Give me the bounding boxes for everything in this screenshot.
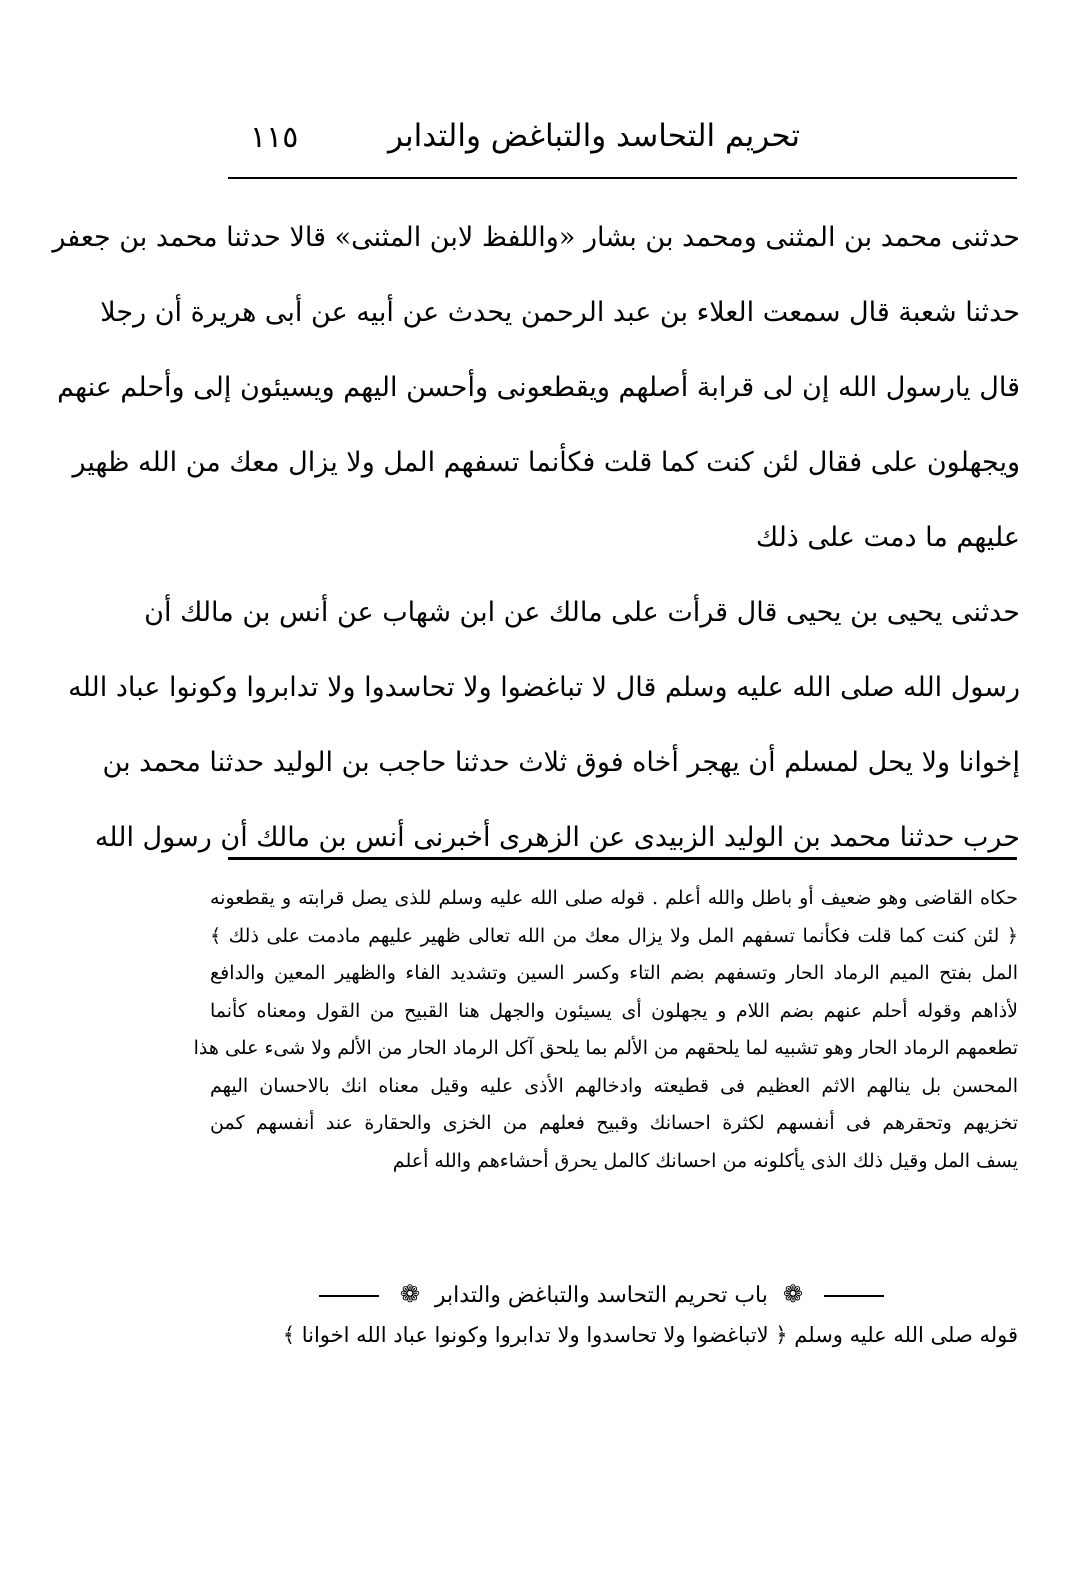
- commentary-line: المل بفتح الميم الرماد الحار وتسفهم بضم التاء وكسر السين وتشديد الفاء والظهير المعين والدافع: [210, 962, 1018, 984]
- main-line: حدثنى محمد بن المثنى ومحمد بن بشار «واللفظ لابن المثنى» قالا حدثنا محمد بن جعفر: [52, 222, 1020, 253]
- main-line: ويجهلون على فقال لئن كنت كما قلت فكأنما تسفهم المل ولا يزال معك من الله ظهير: [72, 447, 1020, 478]
- commentary-text: [193, 880, 1018, 1180]
- ornament-icon: ❁: [782, 1280, 803, 1308]
- main-line: رسول الله صلى الله عليه وسلم قال لا تباغضوا ولا تحاسدوا ولا تدابروا وكونوا عباد الله: [68, 672, 1020, 703]
- chapter-heading-row: [330, 1280, 890, 1308]
- commentary-final-line: قوله صلى الله عليه وسلم ﴿ لاتباغضوا ولا تحاسدوا ولا تدابروا وكونوا عباد الله اخوانا ﴾: [282, 1323, 1018, 1347]
- chapter-heading: باب تحريم التحاسد والتباغض والتدابر: [434, 1283, 768, 1308]
- ornament-icon: ❁: [399, 1280, 420, 1308]
- commentary-line: حكاه القاضى وهو ضعيف أو باطل والله أعلم . قوله صلى الله عليه وسلم للذى يصل قرابته و يقطعونه: [210, 887, 1018, 909]
- commentary-line: المحسن بل ينالهم الاثم العظيم فى قطيعته وادخالهم الأذى عليه وقيل معناه انك بالاحسان اليهم: [210, 1074, 1018, 1097]
- running-title: تحريم التحاسد والتباغض والتدابر: [387, 118, 800, 154]
- main-line: إخوانا ولا يحل لمسلم أن يهجر أخاه فوق ثلاث حدثنا حاجب بن الوليد حدثنا محمد بن: [102, 747, 1020, 778]
- main-line: عليهم ما دمت على ذلك: [755, 522, 1020, 553]
- commentary-line: ﴿ لئن كنت كما قلت فكأنما تسفهم المل ولا يزال معك من الله تعالى ظهير عليهم مادمت على ذلك ﴾: [210, 924, 1018, 947]
- main-line: حدثنا شعبة قال سمعت العلاء بن عبد الرحمن يحدث عن أبيه عن أبى هريرة أن رجلا: [100, 297, 1020, 328]
- hadith-text: [52, 200, 1020, 875]
- commentary-line: تطعمهم الرماد الحار وهو تشبيه لما يلحقهم من الألم بما يلحق آكل الرماد الحار من الألم ولا شىء على هذا: [193, 1037, 1018, 1059]
- divider-dash: [319, 1295, 379, 1297]
- divider-dash: [824, 1295, 884, 1297]
- section-divider: [228, 857, 1017, 860]
- page-number: ١١٥: [250, 120, 299, 155]
- commentary-line: يسف المل وقيل ذلك الذى يأكلونه من احسانك كالمل يحرق أحشاءهم والله أعلم: [392, 1149, 1018, 1172]
- header-rule: [228, 177, 1017, 179]
- commentary-line: لأذاهم وقوله أحلم عنهم بضم اللام و يجهلون أى يسيئون والجهل هنا القبيح من القول ومعناه كأنما: [210, 999, 1018, 1022]
- main-line: حدثنى يحيى بن يحيى قال قرأت على مالك عن ابن شهاب عن أنس بن مالك أن: [144, 597, 1020, 628]
- main-line: قال يارسول الله إن لى قرابة أصلهم ويقطعونى وأحسن اليهم ويسيئون إلى وأحلم عنهم: [57, 372, 1020, 403]
- main-line: حرب حدثنا محمد بن الوليد الزبيدى عن الزهرى أخبرنى أنس بن مالك أن رسول الله: [94, 822, 1020, 853]
- commentary-line: تخزيهم وتحقرهم فى أنفسهم لكثرة احسانك وقبيح فعلهم من الخزى والحقارة عند أنفسهم كمن: [210, 1112, 1018, 1134]
